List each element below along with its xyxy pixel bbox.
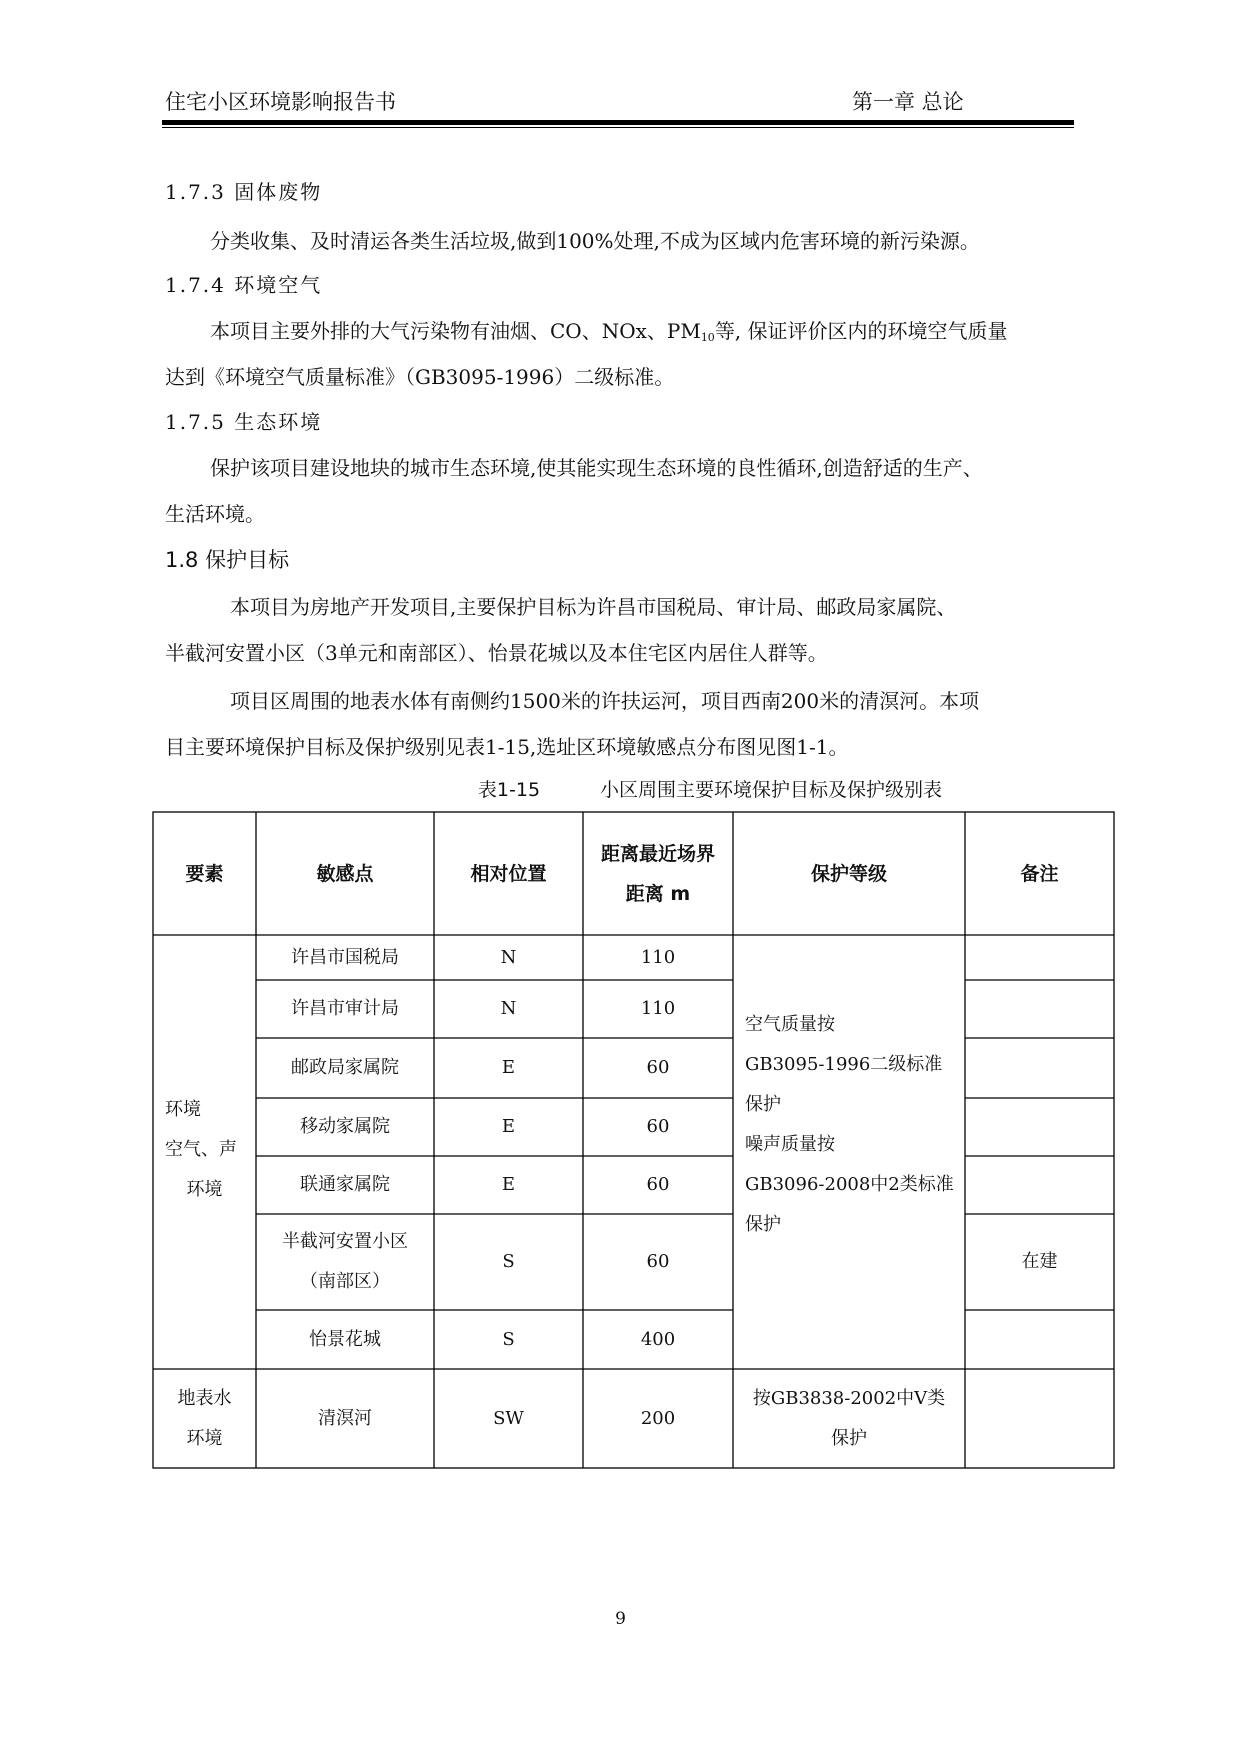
col-header-distance: 距离最近场界距离 m [600, 842, 715, 905]
cell-point: 联通家属院 [300, 1174, 390, 1195]
cell-note [965, 980, 1114, 1038]
cell-point: 半截河安置小区 （南部区） [282, 1231, 408, 1292]
col-header-level: 保护等级 [810, 862, 887, 885]
cell-point: 移动家属院 [300, 1116, 390, 1137]
cell-note [965, 935, 1114, 980]
paragraph-eco-line1: 保护该项目建设地块的城市生态环境,使其能实现生态环境的良性循环,创造舒适的生产、 [210, 456, 983, 480]
heading-1-8: 1.8 保护目标 [165, 548, 290, 572]
cell-position: N [500, 946, 517, 968]
cell-note [965, 1038, 1114, 1098]
paragraph-eco-line2: 生活环境。 [165, 502, 265, 526]
cell-position: E [501, 1174, 516, 1195]
heading-1-7-5: 1.7.5 生态环境 [165, 410, 323, 434]
paragraph-targets-line3: 项目区周围的地表水体有南侧约1500米的许扶运河，项目西南200米的清溟河。本项 [230, 689, 980, 713]
paragraph-air-line1: 本项目主要外排的大气污染物有油烟、CO、NOx、$PM_{10}$等, 保证评价区内的环境空气质量 [210, 319, 1008, 344]
paragraph-targets-line4: 目主要环境保护目标及保护级别见表1-15,选址区环境敏感点分布图见图1-1。 [165, 735, 849, 759]
cell-point: 许昌市国税局 [291, 946, 399, 968]
running-header-chapter: 第一章 总论 [852, 90, 964, 114]
cell-position: E [501, 1057, 516, 1078]
cell-point: 清溟河 [318, 1407, 372, 1429]
heading-1-7-4: 1.7.4 环境空气 [165, 273, 323, 297]
cell-note [965, 1310, 1114, 1369]
cell-distance: 200 [640, 1407, 676, 1429]
page-number: 9 [615, 1609, 626, 1629]
cell-distance: 60 [646, 1116, 670, 1137]
cell-position: N [500, 998, 517, 1019]
cell-distance: 60 [646, 1251, 670, 1272]
col-header-point: 敏感点 [316, 862, 374, 885]
paragraph-air-line2: 达到《环境空气质量标准》（GB3095-1996）二级标准。 [165, 365, 675, 389]
cell-distance: 400 [640, 1328, 676, 1350]
col-header-position: 相对位置 [470, 862, 547, 885]
paragraph-targets-line2: 半截河安置小区（3单元和南部区）、怡景花城以及本住宅区内居住人群等。 [165, 641, 828, 665]
element-surface-water: 地表水 环境 [177, 1387, 232, 1449]
heading-1-7-3: 1.7.3 固体废物 [165, 180, 323, 204]
level-air-noise: 空气质量按 GB3095-1996二级标准 保护 噪声质量按 GB3096-2008中2类标准 保护 [745, 1014, 954, 1235]
running-header-title: 住宅小区环境影响报告书 [165, 90, 396, 114]
col-header-note: 备注 [1020, 862, 1059, 885]
cell-note [965, 1156, 1114, 1214]
cell-point: 邮政局家属院 [291, 1057, 399, 1078]
cell-distance: 60 [646, 1174, 670, 1195]
table-caption-title: 小区周围主要环境保护目标及保护级别表 [600, 779, 943, 801]
cell-position: E [501, 1116, 516, 1137]
cell-point: 怡景花城 [309, 1328, 381, 1350]
table-caption-number: 表1-15 [477, 779, 541, 801]
cell-note: 在建 [1021, 1251, 1058, 1272]
col-header-element: 要素 [185, 862, 224, 885]
paragraph-targets-line1: 本项目为房地产开发项目,主要保护目标为许昌市国税局、审计局、邮政局家属院、 [230, 595, 957, 619]
paragraph-solid-waste: 分类收集、及时清运各类生活垃圾,做到100%处理,不成为区域内危害环境的新污染源。 [210, 229, 980, 253]
cell-distance: 110 [640, 946, 676, 968]
cell-note [965, 1098, 1114, 1156]
element-air-noise: 环境 空气、声 环境 [165, 1099, 237, 1200]
cell-distance: 110 [640, 998, 676, 1019]
cell-point: 许昌市审计局 [291, 998, 399, 1019]
cell-position: S [502, 1328, 515, 1350]
cell-position: S [502, 1251, 515, 1272]
level-surface-water: 按GB3838-2002中Ⅴ类 保护 [752, 1387, 946, 1449]
cell-distance: 60 [646, 1057, 670, 1078]
cell-position: SW [493, 1407, 524, 1429]
